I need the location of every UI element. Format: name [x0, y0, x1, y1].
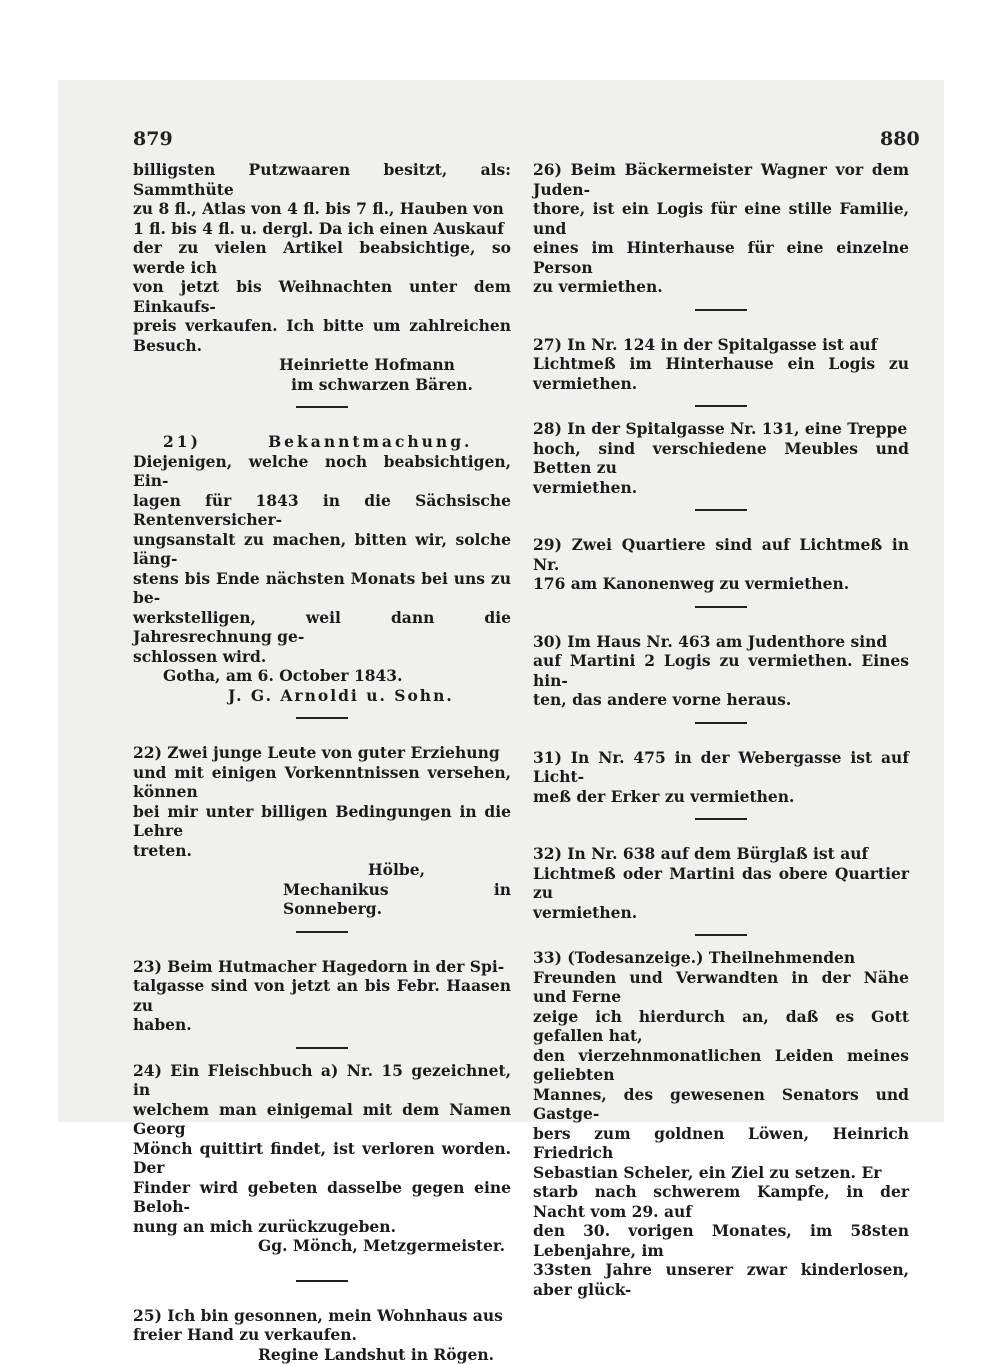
text-line: 1 fl. bis 4 fl. u. dergl. Da ich einen Auskauf	[133, 219, 511, 239]
signature: Hölbe,	[133, 860, 511, 880]
text-line: vermiethen.	[533, 903, 909, 923]
text-line: den 30. vorigen Monates, im 58sten Lebenjahre, im	[533, 1221, 909, 1260]
signature: J. G. Arnoldi u. Sohn.	[133, 686, 511, 706]
signature: Regine Landshut in Rögen.	[133, 1345, 511, 1364]
text-line: bei mir unter billigen Bedingungen in die Lehre	[133, 802, 511, 841]
text-line: 176 am Kanonenweg zu vermiethen.	[533, 574, 909, 594]
text-line: 29) Zwei Quartiere sind auf Lichtmeß in Nr.	[533, 535, 909, 574]
text-line: talgasse sind von jetzt an bis Febr. Haasen zu	[133, 976, 511, 1015]
text-line: vermiethen.	[533, 478, 909, 498]
text-line: 30) Im Haus Nr. 463 am Judenthore sind	[533, 632, 909, 652]
text-line: eines im Hinterhause für eine einzelne Person	[533, 238, 909, 277]
signature: im schwarzen Bären.	[133, 375, 511, 395]
page-number-right: 880	[880, 128, 920, 150]
text-line: nung an mich zurückzugeben.	[133, 1217, 511, 1237]
signature: Gg. Mönch, Metzgermeister.	[133, 1236, 511, 1256]
text-line: welchem man einigemal mit dem Namen Georg	[133, 1100, 511, 1139]
text-line: 33) (Todesanzeige.) Theilnehmenden	[533, 948, 909, 968]
signature: Mechanikus in Sonneberg.	[133, 880, 511, 919]
text-line: billigsten Putzwaaren besitzt, als: Sammthüte	[133, 160, 511, 199]
text-line: von jetzt bis Weihnachten unter dem Einkaufs-	[133, 277, 511, 316]
text-line: zu 8 fl., Atlas von 4 fl. bis 7 fl., Hauben von	[133, 199, 511, 219]
text-line: zeige ich hierdurch an, daß es Gott gefallen hat,	[533, 1007, 909, 1046]
text-line: 32) In Nr. 638 auf dem Bürglaß ist auf	[533, 844, 909, 864]
text-line: 25) Ich bin gesonnen, mein Wohnhaus aus	[133, 1306, 511, 1326]
text-line: haben.	[133, 1015, 511, 1035]
text-line: ungsanstalt zu machen, bitten wir, solche läng-	[133, 530, 511, 569]
text-line: 27) In Nr. 124 in der Spitalgasse ist auf	[533, 335, 909, 355]
text-line: der zu vielen Artikel beabsichtige, so werde ich	[133, 238, 511, 277]
text-line: preis verkaufen. Ich bitte um zahlreichen Besuch.	[133, 316, 511, 355]
text-line: und mit einigen Vorkenntnissen versehen, können	[133, 763, 511, 802]
text-line: treten.	[133, 841, 511, 861]
text-line: 31) In Nr. 475 in der Webergasse ist auf Licht-	[533, 748, 909, 787]
text-line: Finder wird gebeten dasselbe gegen eine Beloh-	[133, 1178, 511, 1217]
text-line: Lichtmeß oder Martini das obere Quartier zu	[533, 864, 909, 903]
text-line: lagen für 1843 in die Sächsische Rentenversicher-	[133, 491, 511, 530]
text-line: auf Martini 2 Logis zu vermiethen. Eines hin-	[533, 651, 909, 690]
text-line: Freunden und Verwandten in der Nähe und Ferne	[533, 968, 909, 1007]
text-line: freier Hand zu verkaufen.	[133, 1325, 511, 1345]
text-line: 22) Zwei junge Leute von guter Erziehung	[133, 743, 511, 763]
text-line: 23) Beim Hutmacher Hagedorn in der Spi-	[133, 957, 511, 977]
text-line: ten, das andere vorne heraus.	[533, 690, 909, 710]
text-line: Diejenigen, welche noch beabsichtigen, Ein-	[133, 452, 511, 491]
text-line: 33sten Jahre unserer zwar kinderlosen, aber glück-	[533, 1260, 909, 1299]
text-line: thore, ist ein Logis für eine stille Familie, und	[533, 199, 909, 238]
page-number-left: 879	[133, 128, 173, 150]
text-line: meß der Erker zu vermiethen.	[533, 787, 909, 807]
text-line: 26) Beim Bäckermeister Wagner vor dem Juden-	[533, 160, 909, 199]
right-column	[533, 160, 909, 1299]
text-line: Sebastian Scheler, ein Ziel zu setzen. Er	[533, 1163, 909, 1183]
notice-heading: 21) Bekanntmachung.	[133, 432, 511, 452]
text-line: schlossen wird.	[133, 647, 511, 667]
text-line: zu vermiethen.	[533, 277, 909, 297]
signature: Heinriette Hofmann	[133, 355, 511, 375]
text-line: Mannes, des gewesenen Senators und Gastge-	[533, 1085, 909, 1124]
text-line: 24) Ein Fleischbuch a) Nr. 15 gezeichnet, in	[133, 1061, 511, 1100]
text-line: hoch, sind verschiedene Meubles und Betten zu	[533, 439, 909, 478]
text-line: bers zum goldnen Löwen, Heinrich Friedrich	[533, 1124, 909, 1163]
date-line: Gotha, am 6. October 1843.	[133, 666, 511, 686]
text-line: stens bis Ende nächsten Monats bei uns zu be-	[133, 569, 511, 608]
text-line: werkstelligen, weil dann die Jahresrechnung ge-	[133, 608, 511, 647]
left-column	[133, 160, 511, 1364]
text-line: 28) In der Spitalgasse Nr. 131, eine Treppe	[533, 419, 909, 439]
text-line: Lichtmeß im Hinterhause ein Logis zu vermiethen.	[533, 354, 909, 393]
text-line: starb nach schwerem Kampfe, in der Nacht vom 29. auf	[533, 1182, 909, 1221]
text-line: Mönch quittirt findet, ist verloren worden. Der	[133, 1139, 511, 1178]
text-line: den vierzehnmonatlichen Leiden meines geliebten	[533, 1046, 909, 1085]
